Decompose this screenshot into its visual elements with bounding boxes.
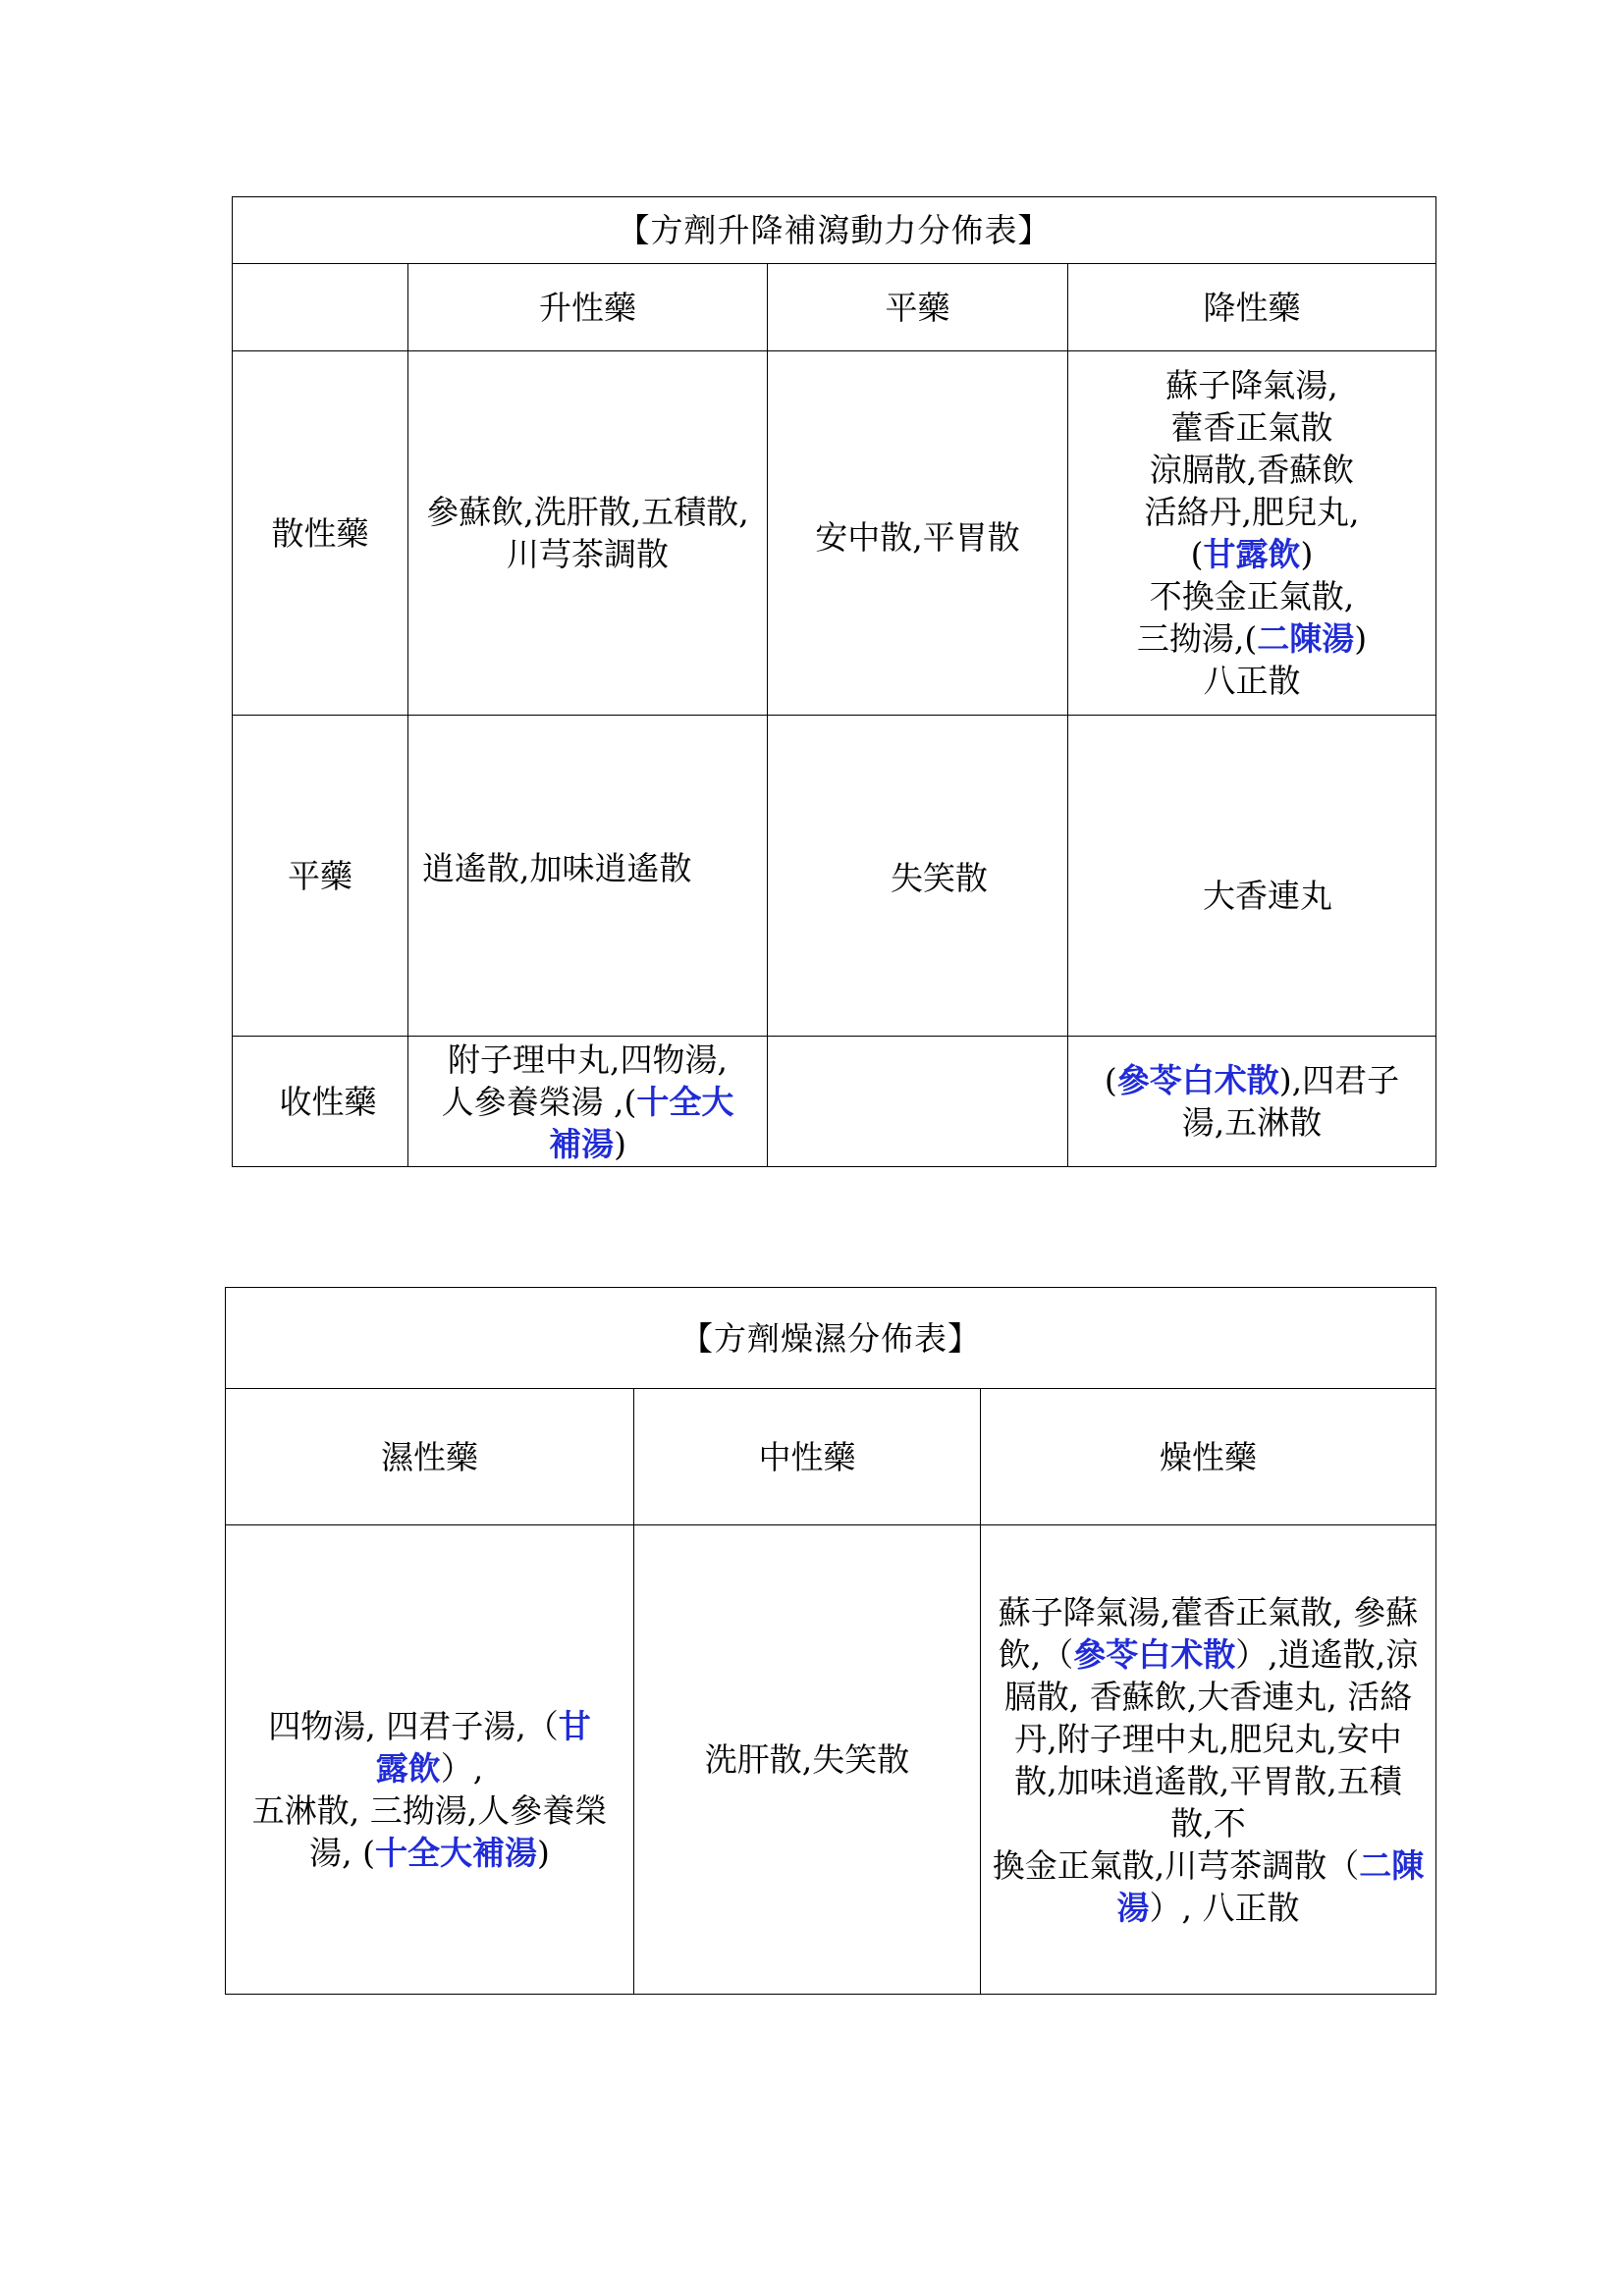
highlighted-formula: 二陳湯	[1257, 619, 1355, 658]
table1-header-ascending: 升性藥	[408, 264, 768, 351]
ascend-descend-table	[232, 196, 1436, 1167]
cell-neutral-ascending: 逍遙散,加味逍遙散	[408, 716, 768, 1037]
highlighted-formula: 甘 露飲	[375, 1706, 591, 1788]
table-row	[233, 1037, 1436, 1167]
table-row	[233, 716, 1436, 1037]
table1-header-descending: 降性藥	[1068, 264, 1436, 351]
table1-header-corner	[233, 264, 408, 351]
cell-neutral: 洗肝散,失笑散	[634, 1525, 981, 1995]
highlighted-formula: 參苓白术散	[1073, 1634, 1236, 1674]
row-label-dispersing: 散性藥	[233, 351, 408, 716]
dry-damp-table	[225, 1287, 1436, 1995]
highlighted-formula: 十全大 補湯	[549, 1082, 734, 1163]
table2-header-dry: 燥性藥	[981, 1389, 1436, 1525]
cell-damp: 四物湯, 四君子湯,（甘 露飲）, 五淋散, 三拗湯,人參養榮 湯, (十全大補湯)	[226, 1525, 634, 1995]
table-row	[233, 351, 1436, 716]
table2-header-damp: 濕性藥	[226, 1389, 634, 1525]
highlighted-formula: 甘露飲	[1203, 535, 1301, 573]
cell-dispersing-descending: 蘇子降氣湯, 藿香正氣散 涼膈散,香蘇飲 活絡丹,肥兒丸, (甘露飲) 不換金正氣散, 三拗湯,(二陳湯) 八正散	[1068, 351, 1436, 716]
cell-astringent-neutral	[768, 1037, 1068, 1167]
cell-neutral-descending: 大香連丸	[1068, 716, 1436, 1037]
table1-title: 【方劑升降補瀉動力分佈表】	[233, 197, 1436, 264]
highlighted-formula: 二陳 湯	[1116, 1845, 1425, 1927]
highlighted-formula: 參苓白术散	[1116, 1061, 1279, 1099]
table2-title: 【方劑燥濕分佈表】	[226, 1288, 1436, 1389]
highlighted-formula: 十全大補湯	[374, 1833, 537, 1872]
row-label-astringent: 收性藥	[233, 1037, 408, 1167]
row-label-neutral: 平藥	[233, 716, 408, 1037]
cell-dispersing-ascending: 參蘇飲,洗肝散,五積散, 川芎茶調散	[408, 351, 768, 716]
cell-neutral-neutral: 失笑散	[768, 716, 1068, 1037]
cell-dry: 蘇子降氣湯,藿香正氣散, 參蘇 飲,（參苓白术散）,逍遙散,涼 膈散, 香蘇飲,大香連丸, 活絡 丹,附子理中丸,肥兒丸,安中 散,加味逍遙散,平胃散,五積 散,不 換金正氣散,川芎茶調散（二陳 湯）, 八正散	[981, 1525, 1436, 1995]
table-row	[226, 1525, 1436, 1995]
table1-header-neutral: 平藥	[768, 264, 1068, 351]
cell-astringent-ascending: 附子理中丸,四物湯, 人參養榮湯 ,(十全大 補湯)	[408, 1037, 768, 1167]
table2-header-neutral: 中性藥	[634, 1389, 981, 1525]
cell-dispersing-neutral: 安中散,平胃散	[768, 351, 1068, 716]
cell-astringent-descending: (參苓白术散),四君子 湯,五淋散	[1068, 1037, 1436, 1167]
